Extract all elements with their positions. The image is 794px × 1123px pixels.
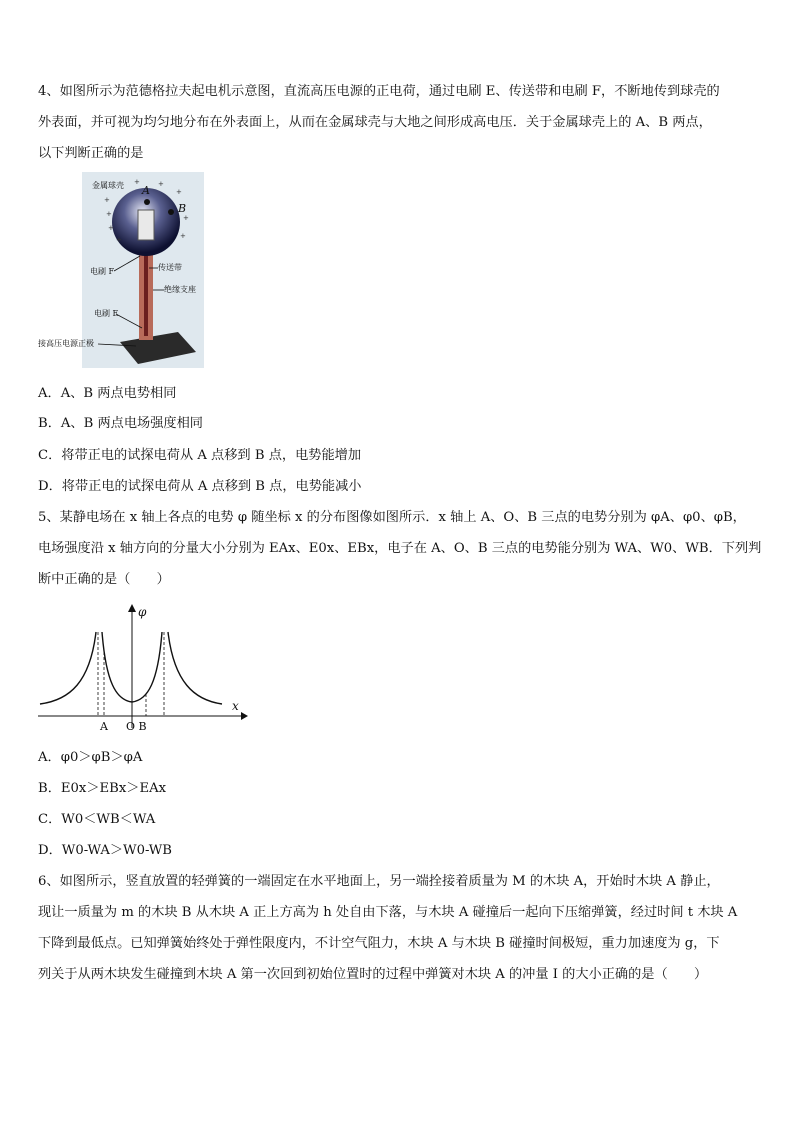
q5-text-line-1: 5、某静电场在 x 轴上各点的电势 φ 随坐标 x 的分布图像如图所示．x 轴上 A、O、B 三点的电势分别为 φA、φ0、φB，: [38, 510, 746, 525]
svg-text:+: +: [183, 214, 189, 222]
tick-label-a: A: [100, 720, 108, 733]
svg-text:+: +: [134, 178, 140, 186]
tick-label-o-b: O B: [126, 720, 147, 733]
van-de-graaff-figure: [38, 172, 206, 368]
curve-right-branch: [168, 632, 222, 704]
label-power-source: 接高压电源正极: [38, 339, 94, 348]
q5-option-c: C．W0＜WB＜WA: [38, 812, 156, 827]
q6-text-line-4: 列关于从两木块发生碰撞到木块 A 第一次回到初始位置时的过程中弹簧对木块 A 的冲量 I 的大小正确的是（ ）: [38, 967, 708, 982]
q4-text-line-2: 外表面，并可视为均匀地分布在外表面上，从而在金属球壳与大地之间形成高电压．关于金属球壳上的 A、B 两点，: [38, 115, 712, 130]
q4-text-line-3: 以下判断正确的是: [38, 146, 144, 161]
svg-text:+: +: [116, 236, 122, 244]
point-a-dot: [144, 199, 150, 205]
svg-text:+: +: [108, 224, 114, 232]
shell-opening: [138, 210, 154, 240]
q5-option-b: B．E0x＞EBx＞EAx: [38, 781, 167, 796]
q4-text-line-1: 4、如图所示为范德格拉夫起电机示意图，直流高压电源的正电荷，通过电刷 E、传送带和电刷 F，不断地传到球壳的: [38, 84, 720, 99]
x-axis-label: x: [232, 699, 239, 713]
q4-option-c: C．将带正电的试探电荷从 A 点移到 B 点，电势能增加: [38, 448, 362, 463]
label-metal-shell: 金属球壳: [92, 181, 124, 190]
svg-text:+: +: [104, 196, 110, 204]
conveyor-belt: [144, 244, 148, 336]
label-brush-e: 电刷 E: [94, 309, 119, 318]
svg-text:+: +: [158, 180, 164, 188]
q4-option-a: A．A、B 两点电势相同: [38, 386, 177, 401]
q4-option-b: B．A、B 两点电场强度相同: [38, 416, 203, 431]
x-axis-arrow: [241, 712, 248, 720]
label-conveyor-belt: 传送带: [158, 263, 182, 272]
curve-left-branch: [40, 632, 96, 704]
svg-text:+: +: [106, 210, 112, 218]
q6-text-line-1: 6、如图所示，竖直放置的轻弹簧的一端固定在水平地面上，另一端拴接着质量为 M 的木块 A，开始时木块 A 静止，: [38, 874, 720, 889]
q5-text-line-3: 断中正确的是（ ）: [38, 572, 170, 587]
svg-text:+: +: [176, 188, 182, 196]
label-brush-f: 电刷 F: [90, 267, 115, 276]
point-b-dot: [168, 209, 174, 215]
q5-text-line-2: 电场强度沿 x 轴方向的分量大小分别为 EAx、E0x、EBx，电子在 A、O、B 三点的电势能分别为 WA、W0、WB．下列判: [38, 541, 762, 556]
q5-option-d: D．W0-WA＞W0-WB: [38, 843, 172, 858]
label-point-b: B: [178, 202, 187, 215]
svg-text:+: +: [180, 232, 186, 240]
label-point-a: A: [142, 184, 150, 197]
y-axis-label: φ: [138, 605, 147, 619]
q6-text-line-2: 现让一质量为 m 的木块 B 从木块 A 正上方高为 h 处自由下落，与木块 A 碰撞后一起向下压缩弹簧，经过时间 t 木块 A: [38, 905, 738, 920]
y-axis-arrow: [128, 604, 136, 612]
q4-option-d: D．将带正电的试探电荷从 A 点移到 B 点，电势能减小: [38, 479, 362, 494]
q6-text-line-3: 下降到最低点。已知弹簧始终处于弹性限度内，不计空气阻力，木块 A 与木块 B 碰撞时间极短，重力加速度为 g，下: [38, 936, 720, 951]
q5-option-a: A．φ0＞φB＞φA: [38, 750, 143, 765]
potential-graph: [36, 602, 251, 735]
label-insulating-support: 绝缘支座: [164, 285, 196, 294]
